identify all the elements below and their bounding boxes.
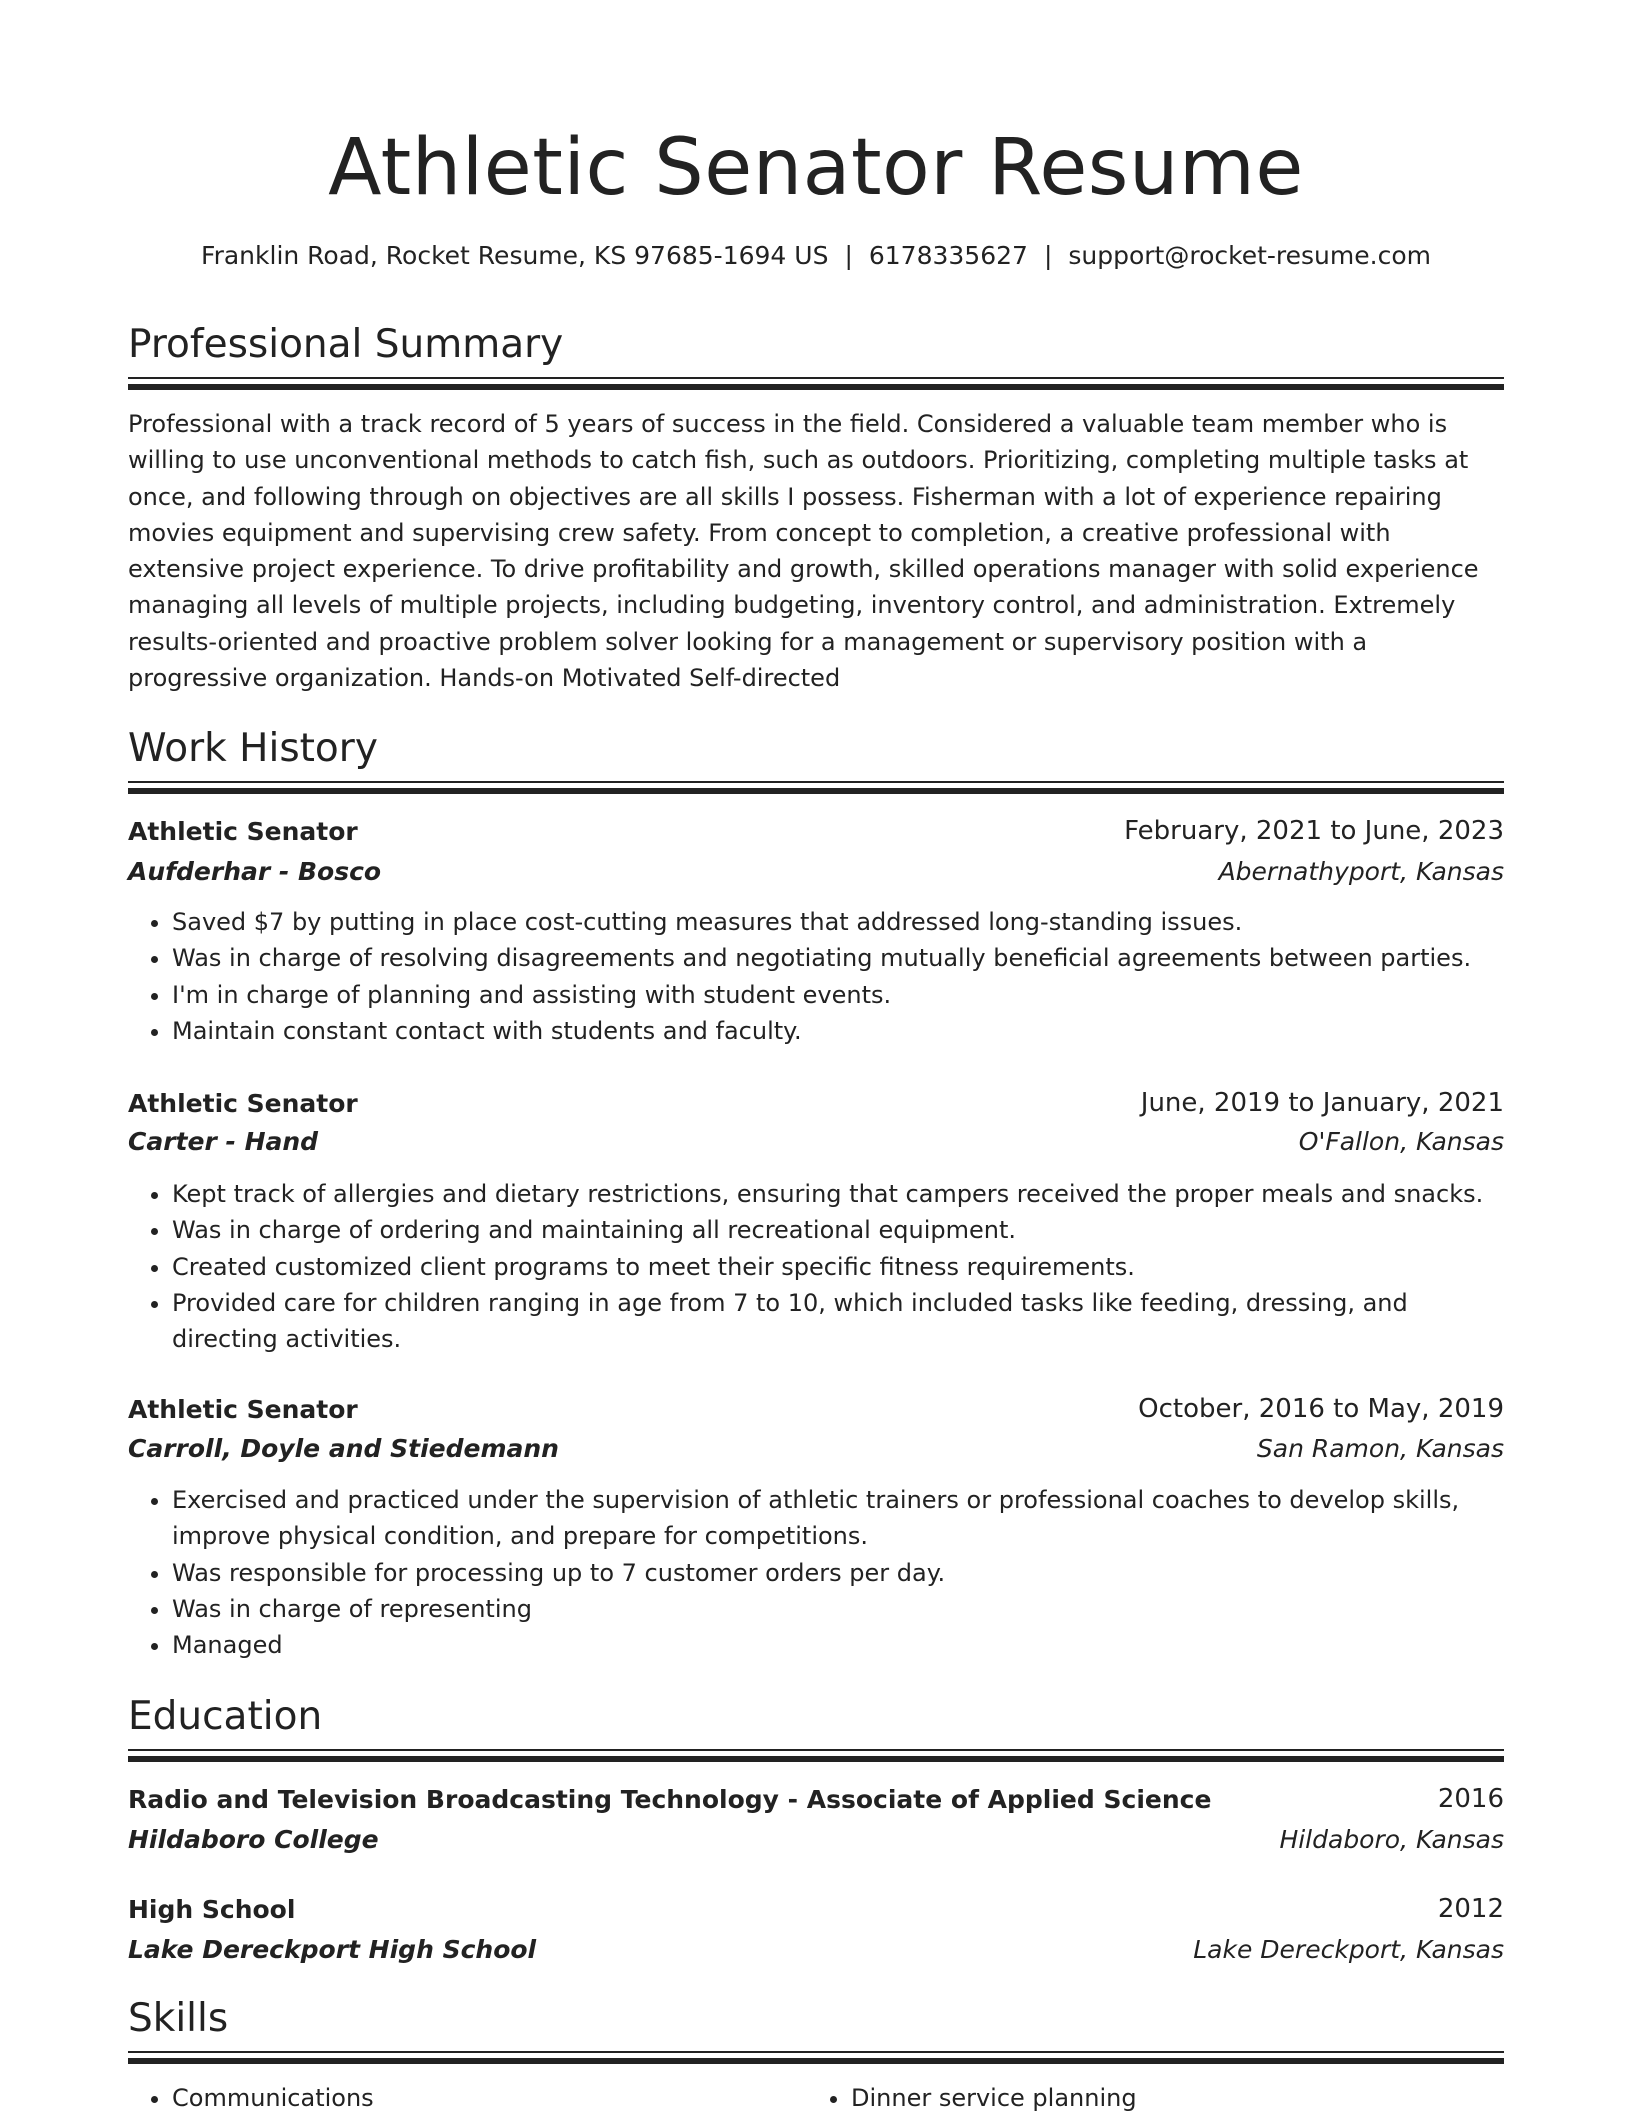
education-location: Hildaboro, Kansas xyxy=(1279,1824,1504,1854)
job-location: Abernathyport, Kansas xyxy=(1218,856,1504,886)
skills-list-right xyxy=(851,2080,1451,2116)
job-title: Athletic Senator xyxy=(128,1394,358,1424)
education-school-row xyxy=(128,1819,1504,1859)
education-year: 2016 xyxy=(1437,1784,1504,1814)
job-bullet: • Was in charge of ordering and maintaining all recreational equipment. xyxy=(172,1212,1504,1248)
job-bullet: • Kept track of allergies and dietary restrictions, ensuring that campers received the proper meals and snacks. xyxy=(172,1176,1504,1212)
job-dates: June, 2019 to January, 2021 xyxy=(1140,1088,1504,1118)
contact-phone: 6178335627 xyxy=(868,241,1028,270)
job-bullet: • Maintain constant contact with students and faculty. xyxy=(172,1013,1504,1049)
education-header-row xyxy=(128,1779,1504,1819)
education-location: Lake Dereckport, Kansas xyxy=(1193,1934,1504,1964)
job-bullets xyxy=(172,1482,1504,1663)
education-school: Hildaboro College xyxy=(128,1824,379,1854)
section-rule-thick xyxy=(128,1756,1504,1762)
job-company: Aufderhar - Bosco xyxy=(128,856,382,886)
job-bullet: • Was responsible for processing up to 7 customer orders per day. xyxy=(172,1555,1504,1591)
contact-address: Franklin Road, Rocket Resume, KS 97685-1694 US xyxy=(201,241,829,270)
education-header-row xyxy=(128,1889,1504,1929)
contact-separator: | xyxy=(1043,241,1053,270)
job-title: Athletic Senator xyxy=(128,1088,358,1118)
job-bullet: • Provided care for children ranging in age from 7 to 10, which included tasks like feeding, dressing, and directing activities. xyxy=(172,1285,1504,1358)
job-title: Athletic Senator xyxy=(128,816,358,846)
job-header-row xyxy=(128,1389,1504,1429)
job-header-row xyxy=(128,811,1504,851)
job-location: O'Fallon, Kansas xyxy=(1298,1126,1504,1156)
job-bullet: • Created customized client programs to meet their specific fitness requirements. xyxy=(172,1249,1504,1285)
job-bullet: • Was in charge of resolving disagreements and negotiating mutually beneficial agreements between parties. xyxy=(172,940,1504,976)
section-title-education: Education xyxy=(128,1694,323,1739)
section-rule-thin xyxy=(128,2051,1504,2053)
job-dates: February, 2021 to June, 2023 xyxy=(1124,816,1504,846)
section-rule-thin xyxy=(128,781,1504,783)
job-company-row xyxy=(128,1428,1504,1468)
summary-text: Professional with a track record of 5 years of success in the field. Considered a valuable team member who is willing to use unconventional methods to catch fish, such as outdoors. Prioritizing, completing multiple tasks at once, and following through on objectives are all skills I possess. Fisherman with a lot of experience repairing movies equipment and supervising crew safety. From concept to completion, a creative professional with extensive project experience. To drive profitability and growth, skilled operations manager with solid experience managing all levels of multiple projects, including budgeting, inventory control, and administration. Extremely results-oriented and proactive problem solver looking for a management or supervisory position with a progressive organization. Hands-on Motivated Self-directed xyxy=(128,410,1479,693)
section-rule-thin xyxy=(128,377,1504,379)
contact-line xyxy=(128,238,1504,274)
education-school-row xyxy=(128,1929,1504,1969)
skill-item: • Dinner service planning xyxy=(851,2080,1451,2116)
contact-separator: | xyxy=(844,241,853,270)
job-dates: October, 2016 to May, 2019 xyxy=(1138,1394,1504,1424)
section-rule-thin xyxy=(128,1749,1504,1751)
job-company: Carroll, Doyle and Stiedemann xyxy=(128,1433,559,1463)
resume-name: Athletic Senator Resume xyxy=(328,123,1304,213)
section-rule-thick xyxy=(128,788,1504,794)
section-title-skills: Skills xyxy=(128,1996,229,2041)
job-bullet: • Was in charge of representing xyxy=(172,1591,1504,1627)
job-bullet: • I'm in charge of planning and assisting with student events. xyxy=(172,977,1504,1013)
job-bullets xyxy=(172,904,1504,1049)
section-title-summary: Professional Summary xyxy=(128,322,564,367)
skill-item: • Communications xyxy=(172,2080,772,2116)
job-bullet: • Managed xyxy=(172,1627,1504,1663)
job-bullet: • Exercised and practiced under the supervision of athletic trainers or professional coaches to develop skills, improve physical condition, and prepare for competitions. xyxy=(172,1482,1504,1555)
contact-email[interactable]: support@rocket-resume.com xyxy=(1068,241,1431,270)
job-company-row xyxy=(128,851,1504,891)
job-location: San Ramon, Kansas xyxy=(1256,1433,1504,1463)
section-rule-thick xyxy=(128,384,1504,390)
education-school: Lake Dereckport High School xyxy=(128,1934,537,1964)
education-degree: Radio and Television Broadcasting Technology - Associate of Applied Science xyxy=(128,1784,1212,1814)
job-company: Carter - Hand xyxy=(128,1126,319,1156)
section-title-work: Work History xyxy=(128,726,378,771)
education-degree: High School xyxy=(128,1894,296,1924)
skills-list-left xyxy=(172,2080,772,2116)
job-header-row xyxy=(128,1083,1504,1123)
job-bullet: • Saved $7 by putting in place cost-cutting measures that addressed long-standing issues. xyxy=(172,904,1504,940)
education-year: 2012 xyxy=(1437,1894,1504,1924)
section-rule-thick xyxy=(128,2058,1504,2064)
job-bullets xyxy=(172,1176,1504,1357)
job-company-row xyxy=(128,1121,1504,1161)
